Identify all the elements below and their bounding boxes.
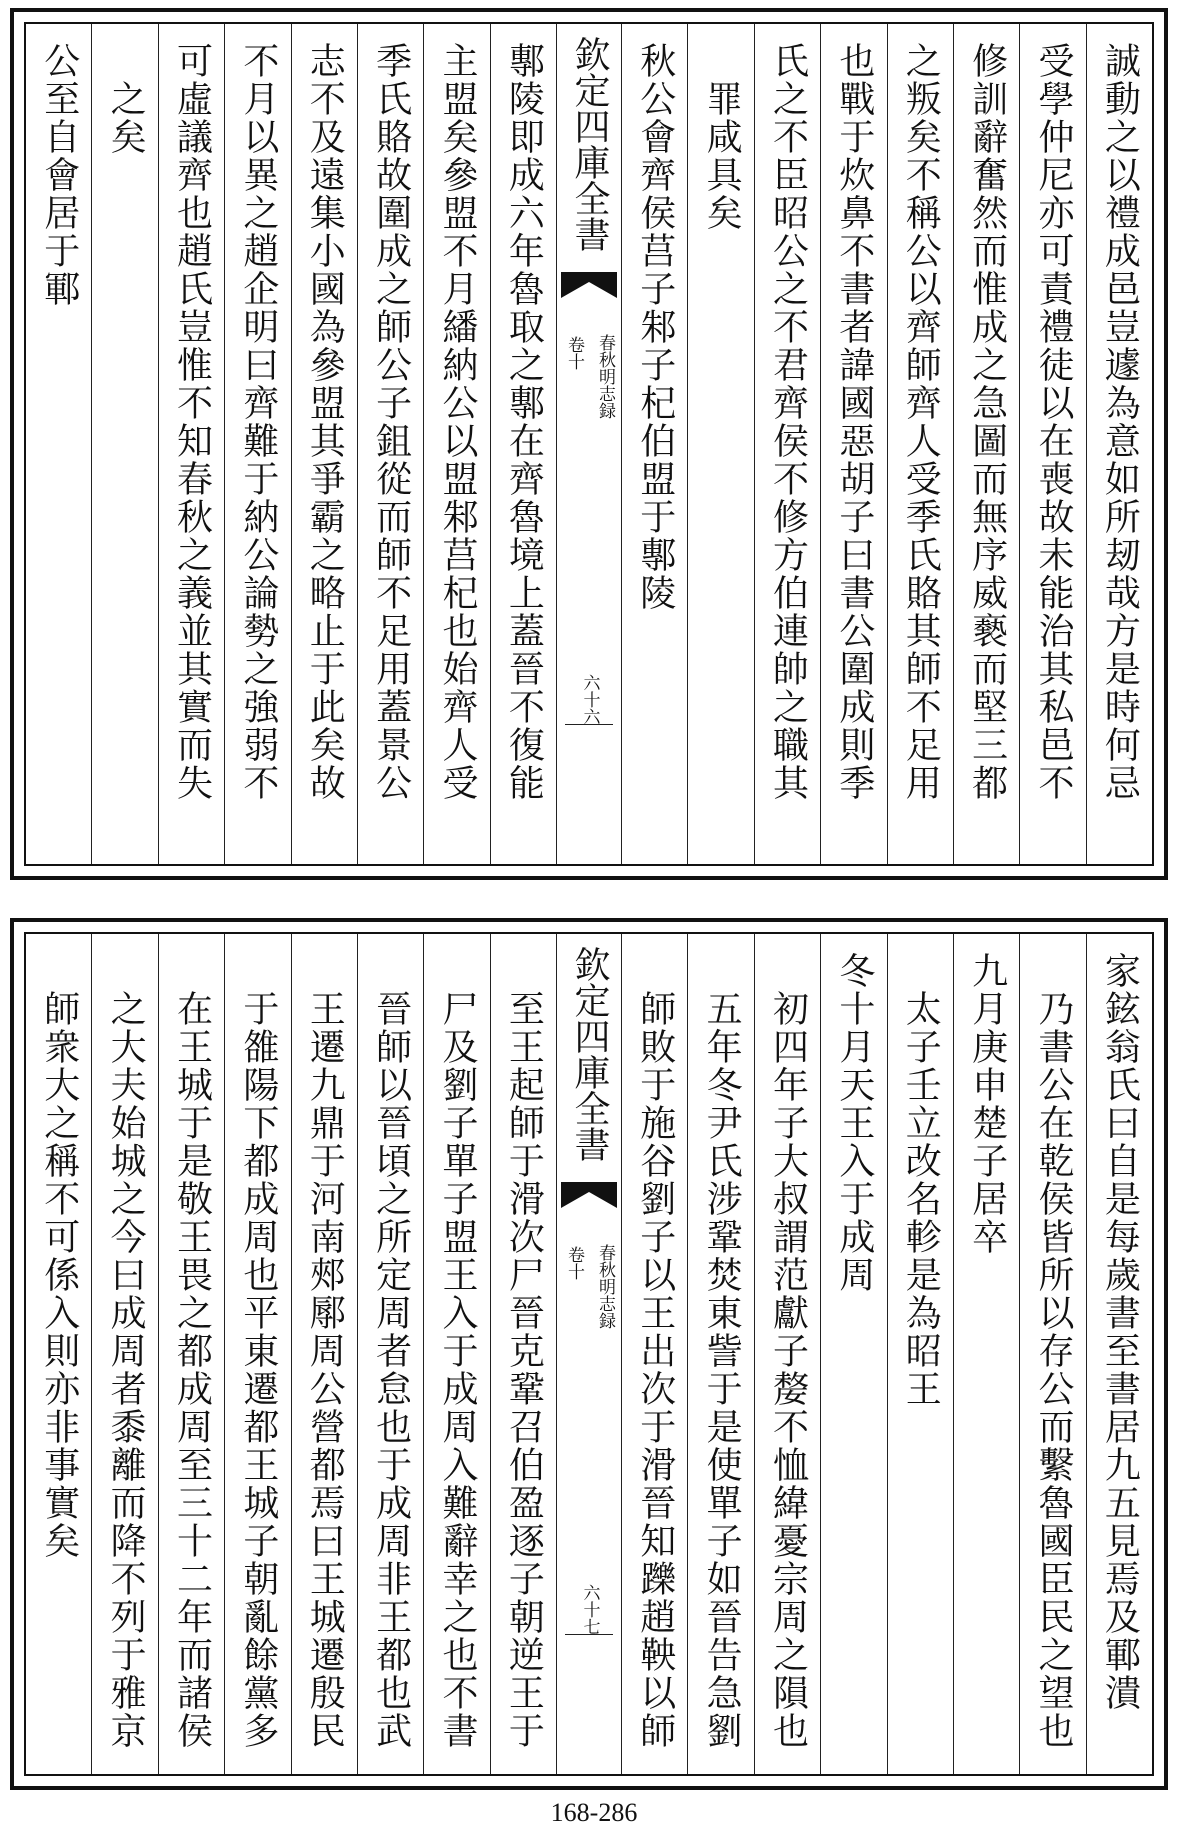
- text-column: 可虛議齊也趙氏豈惟不知春秋之義並其實而失: [158, 24, 224, 864]
- text-column: 五年冬尹氏涉鞏焚東訾于是使單子如晉告急劉: [687, 934, 753, 1774]
- text-column: 于雒陽下都成周也平東遷都王城子朝亂餘黨多: [224, 934, 290, 1774]
- text-column: 秋公會齊侯莒子邾子杞伯盟于鄟陵: [621, 24, 687, 864]
- fishtail-mark-icon: [561, 1182, 617, 1210]
- center-fold-column: [556, 24, 621, 864]
- text-column: 在王城于是敬王畏之都成周至三十二年而諸侯: [158, 934, 224, 1774]
- text-column: 不月以異之趙企明曰齊難于納公論勢之強弱不: [224, 24, 290, 864]
- text-column: 主盟矣參盟不月繙納公以盟邾莒杞也始齊人受: [423, 24, 489, 864]
- text-column: 志不及遠集小國為參盟其爭霸之略止于此矣故: [291, 24, 357, 864]
- center-rule: [565, 1634, 613, 1635]
- text-column: 修訓辭奮然而惟成之急圖而無序威褻而堅三都: [953, 24, 1019, 864]
- book-title: 春秋明志録: [595, 334, 615, 419]
- page-frame-top: [24, 22, 1154, 866]
- text-column: 九月庚申楚子居卒: [953, 934, 1019, 1774]
- text-column: 誠動之以禮成邑豈遽為意如所刼哉方是時何忌: [1086, 24, 1152, 864]
- text-column: 尸及劉子單子盟王入于成周入難辭幸之也不書: [423, 934, 489, 1774]
- text-column: 冬十月天王入于成周: [820, 934, 886, 1774]
- juan-number: 卷十: [564, 1246, 584, 1280]
- text-column: 鄟陵即成六年魯取之鄟在齊魯境上蓋晉不復能: [490, 24, 556, 864]
- series-title: 欽定四庫全書: [569, 946, 610, 1162]
- text-column: 師敗于施谷劉子以王出次于滑晉知躒趙鞅以師: [621, 934, 687, 1774]
- text-column: 受學仲尼亦可責禮徒以在喪故未能治其私邑不: [1019, 24, 1085, 864]
- text-column: 太子壬立改名軫是為昭王: [887, 934, 953, 1774]
- text-column: 之大夫始城之今曰成周者黍離而降不列于雅京: [91, 934, 157, 1774]
- page-frame-bottom: [24, 932, 1154, 1776]
- text-column: 乃書公在乾侯皆所以存公而繫魯國臣民之望也: [1019, 934, 1085, 1774]
- text-column: 季氏賂故圍成之師公子鉏從而師不足用蓋景公: [357, 24, 423, 864]
- series-title: 欽定四庫全書: [569, 36, 610, 252]
- fishtail-mark-icon: [561, 272, 617, 300]
- text-column: 晉師以晉頃之所定周者怠也于成周非王都也武: [357, 934, 423, 1774]
- page-bottom: [10, 918, 1168, 1790]
- page-top: [10, 8, 1168, 880]
- text-column: 之矣: [91, 24, 157, 864]
- text-column: 至王起師于滑次尸晉克鞏召伯盈逐子朝逆王于: [490, 934, 556, 1774]
- text-column: 也戰于炊鼻不書者諱國惡胡子曰書公圍成則季: [820, 24, 886, 864]
- text-column: 初四年子大叔謂范獻子嫠不恤緯憂宗周之隕也: [754, 934, 820, 1774]
- text-column: 家鉉翁氏曰自是每歲書至書居九五見焉及鄆潰: [1086, 934, 1152, 1774]
- page-number-footer: 168-286: [550, 1798, 638, 1827]
- juan-number: 卷十: [564, 336, 584, 370]
- text-column: 師衆大之稱不可係入則亦非事實矣: [38, 990, 80, 1560]
- center-fold-column: [556, 934, 621, 1774]
- text-column: 之叛矣不稱公以齊師齊人受季氏賂其師不足用: [887, 24, 953, 864]
- text-column: 公至自會居于鄆: [38, 42, 80, 308]
- leaf-number: 六十六: [579, 674, 600, 725]
- text-column: 罪咸具矣: [687, 24, 753, 864]
- center-rule: [565, 724, 613, 725]
- text-column: 氏之不臣昭公之不君齊侯不修方伯連帥之職其: [754, 24, 820, 864]
- text-column: 王遷九鼎于河南郟鄏周公營都焉曰王城遷殷民: [291, 934, 357, 1774]
- leaf-number: 六十七: [579, 1584, 600, 1635]
- book-title: 春秋明志録: [595, 1244, 615, 1329]
